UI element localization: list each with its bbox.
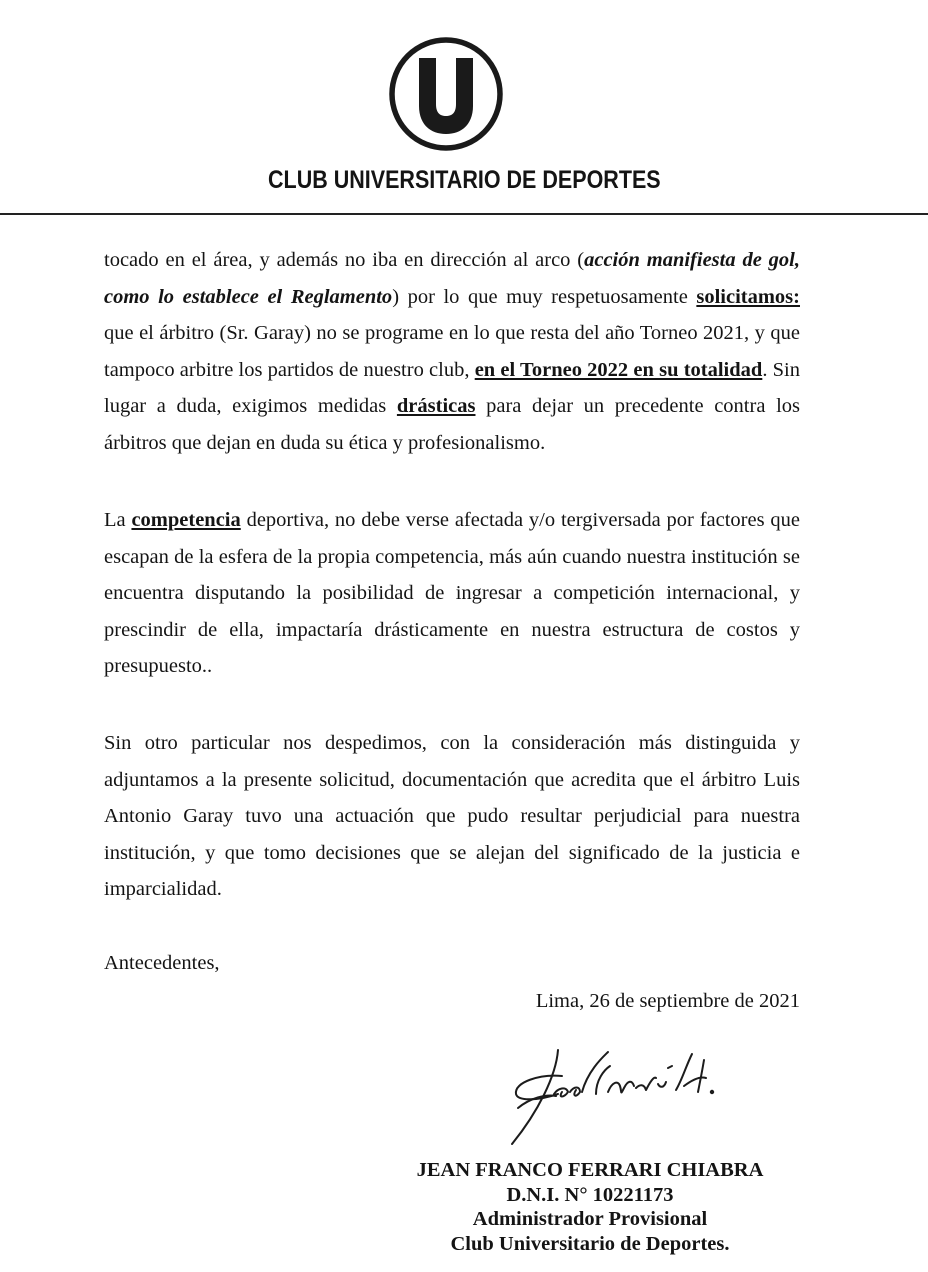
logo-letter-u [419,58,473,134]
header-divider [0,213,928,215]
emphasis-torneo-2022: en el Torneo 2022 en su totalidad [474,358,763,381]
emphasis-solicitamos: solicitamos: [696,285,800,308]
paragraph-request: tocado en el área, y además no iba en dirección al arco (acción manifiesta de gol, como lo establece el Reglamento) por lo que muy respetuosamente solicitamos: que el árbitro (Sr. Garay) no se programe en lo que resta del año Torneo 2021, y que tampoco arbitre los partidos de nuestro club, en el Torneo 2022 en su totalidad. Sin lugar a duda, exigimos medidas drásticas para dejar un precedente contra los árbitros que dejan en duda su ética y profesionalismo. [104,249,801,454]
emphasis-competencia: competencia [131,509,241,531]
emphasis-drasticas: drásticas [396,395,476,417]
paragraph-closing: Sin otro particular nos despedimos, con la consideración más distinguida y adjuntamos a la presente solicitud, documentación que acredita que el árbitro Luis Antonio Garay tuvo una actuación que pudo resultar perjudicial para nuestra institución, y que tomo decisiones que se alejan del significado de la justicia e imparcialidad. [104,732,800,900]
paragraph-competencia: La competencia deportiva, no debe verse afectada y/o tergiversada por factores que escapan de la esfera de la propia competencia, más aún cuando nuestra institución se encuentra disputando la posibilidad de ingresar a competición internacional, y prescindir de ella, impactaría drásticamente en nuestra estructura de costos y presupuesto.. [104,509,800,677]
emphasis-reglamento: acción manifiesta de gol, como lo establece el Reglamento [104,249,800,308]
signatory-dni: D.N.I. N° 10221173 [506,1183,674,1206]
signatory-organization: Club Universitario de Deportes. [450,1232,730,1255]
handwritten-signature [500,1036,750,1152]
club-logo [388,36,504,152]
date-line: Lima, 26 de septiembre de 2021 [535,990,800,1012]
club-name: CLUB UNIVERSITARIO DE DEPORTES [268,166,661,194]
signature-block [400,1158,780,1256]
signatory-role: Administrador Provisional [472,1208,708,1230]
paragraph-antecedentes: Antecedentes, [104,952,220,974]
signatory-name: JEAN FRANCO FERRARI CHIABRA [416,1159,764,1181]
